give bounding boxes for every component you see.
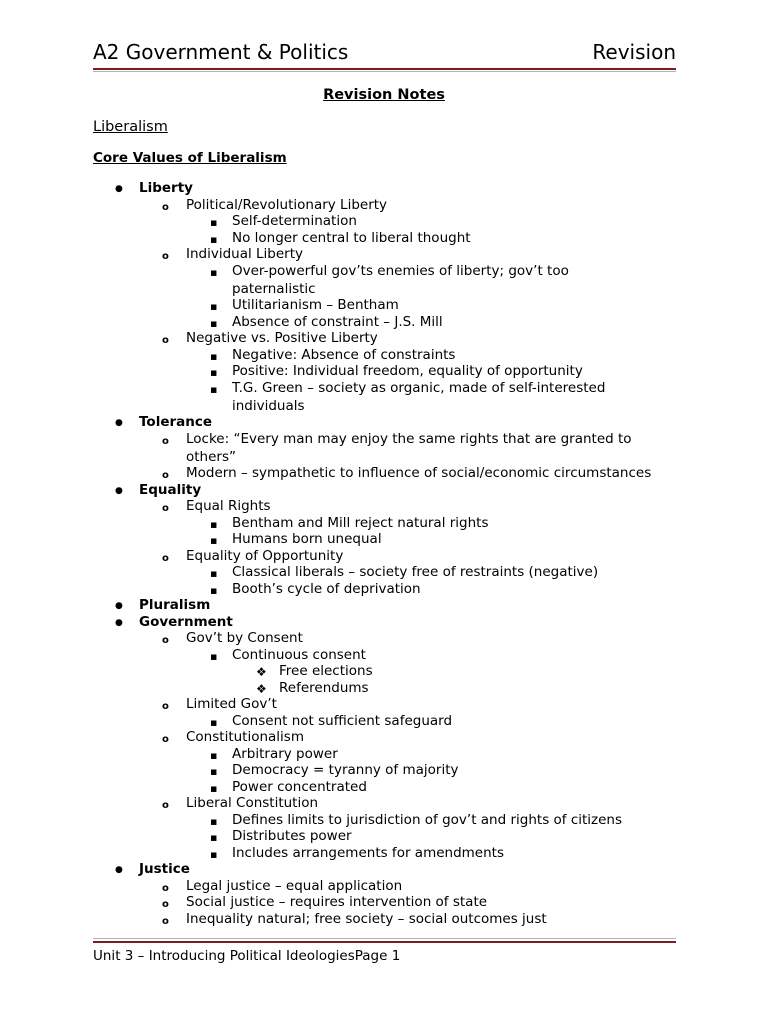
outline-item-level-3: Classical liberals – society free of restraints (negative) — [232, 564, 599, 580]
outline-item-level-2: Inequality natural; free society – social outcomes just — [186, 910, 547, 927]
level-3-bullet-icon: ▪ — [210, 814, 218, 828]
outline-item-level-3: Distributes power — [232, 828, 352, 844]
outline-item-level-3: Power concentrated — [232, 778, 367, 795]
page-header — [93, 40, 676, 68]
outline-item-level-1: Tolerance — [139, 414, 213, 430]
outline-item-level-4: Free elections — [279, 663, 373, 679]
header-right: Revision — [592, 40, 676, 64]
outline-item-level-3: Positive: Individual freedom, equality of opportunity — [232, 363, 583, 379]
outline-item-level-1: Government — [139, 613, 233, 630]
outline-item-continuation: individuals — [232, 397, 305, 414]
outline-item-level-3: Utilitarianism – Bentham — [232, 297, 399, 313]
level-2-bullet-icon: o — [162, 335, 169, 346]
outline-item-level-2: Negative vs. Positive Liberty — [186, 330, 378, 346]
level-1-bullet-icon: ● — [115, 184, 123, 194]
level-1-bullet-icon: ● — [115, 418, 123, 428]
document-title: Revision Notes — [323, 87, 445, 103]
outline-item-level-2: Legal justice – equal application — [186, 877, 403, 894]
level-2-bullet-icon: o — [162, 701, 169, 712]
outline-item-level-3: Over-powerful gov’ts enemies of liberty; gov’t too — [232, 262, 569, 279]
outline-item-level-3: Absence of constraint – J.S. Mill — [232, 313, 443, 330]
header-rule-thin — [93, 71, 676, 72]
level-1-bullet-icon: ● — [115, 865, 123, 875]
outline-item-level-3: Self-determination — [232, 213, 357, 229]
level-3-bullet-icon: ▪ — [210, 748, 218, 762]
level-3-bullet-icon: ▪ — [210, 382, 218, 396]
page-footer: Unit 3 – Introducing Political IdeologiesPage 1 — [93, 948, 401, 964]
level-4-bullet-icon: ❖ — [256, 665, 267, 679]
outline-item-level-2: Equal Rights — [186, 498, 271, 514]
section-heading: Liberalism — [93, 119, 168, 135]
outline-item-level-2: Social justice – requires intervention of state — [186, 894, 488, 910]
level-3-bullet-icon: ▪ — [210, 265, 218, 279]
outline-item-level-1: Justice — [139, 861, 190, 877]
outline-item-level-2: Modern – sympathetic to influence of social/economic circumstances — [186, 465, 652, 481]
level-3-bullet-icon: ▪ — [210, 366, 218, 379]
outline-item-level-2: Gov’t by Consent — [186, 630, 303, 646]
level-3-bullet-icon: ▪ — [210, 349, 218, 363]
level-3-bullet-icon: ▪ — [210, 232, 218, 246]
outline-item-level-3: Humans born unequal — [232, 531, 382, 547]
level-2-bullet-icon: o — [162, 201, 169, 213]
outline-item-level-3: Consent not sufficient safeguard — [232, 712, 453, 729]
level-2-bullet-icon: o — [162, 552, 169, 564]
level-2-bullet-icon: o — [162, 800, 169, 811]
level-2-bullet-icon: o — [162, 899, 169, 910]
level-3-bullet-icon: ▪ — [210, 517, 218, 531]
outline-item-level-2: Political/Revolutionary Liberty — [186, 196, 388, 213]
outline-item-continuation: others” — [186, 448, 236, 465]
outline-item-level-3: No longer central to liberal thought — [232, 229, 471, 246]
level-3-bullet-icon: ▪ — [210, 300, 218, 313]
level-2-bullet-icon: o — [162, 470, 169, 481]
outline-item-level-3: T.G. Green – society as organic, made of self-interested — [232, 379, 606, 396]
level-2-bullet-icon: o — [162, 915, 169, 927]
outline-item-level-3: Continuous consent — [232, 646, 366, 663]
level-3-bullet-icon: ▪ — [210, 781, 218, 795]
level-3-bullet-icon: ▪ — [210, 649, 218, 663]
level-2-bullet-icon: o — [162, 435, 169, 447]
outline-item-level-3: Booth’s cycle of deprivation — [232, 580, 421, 597]
outline-item-level-2: Constitutionalism — [186, 729, 304, 745]
level-3-bullet-icon: ▪ — [210, 765, 218, 778]
level-3-bullet-icon: ▪ — [210, 583, 218, 597]
outline-item-level-3: Includes arrangements for amendments — [232, 844, 504, 861]
outline-item-level-1: Pluralism — [139, 597, 211, 613]
level-2-bullet-icon: o — [162, 503, 169, 514]
level-2-bullet-icon: o — [162, 635, 169, 646]
level-4-bullet-icon: ❖ — [256, 681, 267, 696]
level-3-bullet-icon: ▪ — [210, 847, 218, 861]
footer-rule — [93, 941, 676, 943]
outline-item-level-4: Referendums — [279, 679, 369, 696]
level-1-bullet-icon: ● — [115, 601, 123, 611]
outline-item-level-1: Equality — [139, 481, 202, 498]
subsection-heading: Core Values of Liberalism — [93, 150, 287, 166]
level-3-bullet-icon: ▪ — [210, 316, 218, 330]
level-3-bullet-icon: ▪ — [210, 831, 218, 844]
outline-item-level-2: Locke: “Every man may enjoy the same rights that are granted to — [186, 430, 632, 447]
outline-item-level-2: Equality of Opportunity — [186, 547, 344, 564]
level-2-bullet-icon: o — [162, 251, 169, 262]
level-3-bullet-icon: ▪ — [210, 567, 218, 580]
outline-item-level-2: Limited Gov’t — [186, 696, 277, 712]
level-3-bullet-icon: ▪ — [210, 216, 218, 229]
level-1-bullet-icon: ● — [115, 485, 123, 496]
footer-rule-thin — [93, 938, 676, 939]
outline-item-level-3: Negative: Absence of constraints — [232, 346, 456, 363]
header-title: A2 Government & Politics — [93, 40, 349, 64]
outline-item-level-3: Democracy = tyranny of majority — [232, 762, 459, 778]
level-1-bullet-icon: ● — [115, 617, 123, 628]
level-2-bullet-icon: o — [162, 734, 169, 745]
level-3-bullet-icon: ▪ — [210, 715, 218, 729]
outline-item-continuation: paternalistic — [232, 280, 316, 297]
outline-item-level-3: Defines limits to jurisdiction of gov’t and rights of citizens — [232, 811, 623, 828]
outline-item-level-3: Arbitrary power — [232, 745, 338, 762]
outline-item-level-2: Liberal Constitution — [186, 795, 319, 811]
outline-item-level-1: Liberty — [139, 180, 193, 196]
level-2-bullet-icon: o — [162, 882, 169, 894]
outline-item-level-2: Individual Liberty — [186, 246, 304, 262]
outline-item-level-3: Bentham and Mill reject natural rights — [232, 514, 489, 531]
header-rule — [93, 68, 676, 70]
level-3-bullet-icon: ▪ — [210, 534, 218, 547]
